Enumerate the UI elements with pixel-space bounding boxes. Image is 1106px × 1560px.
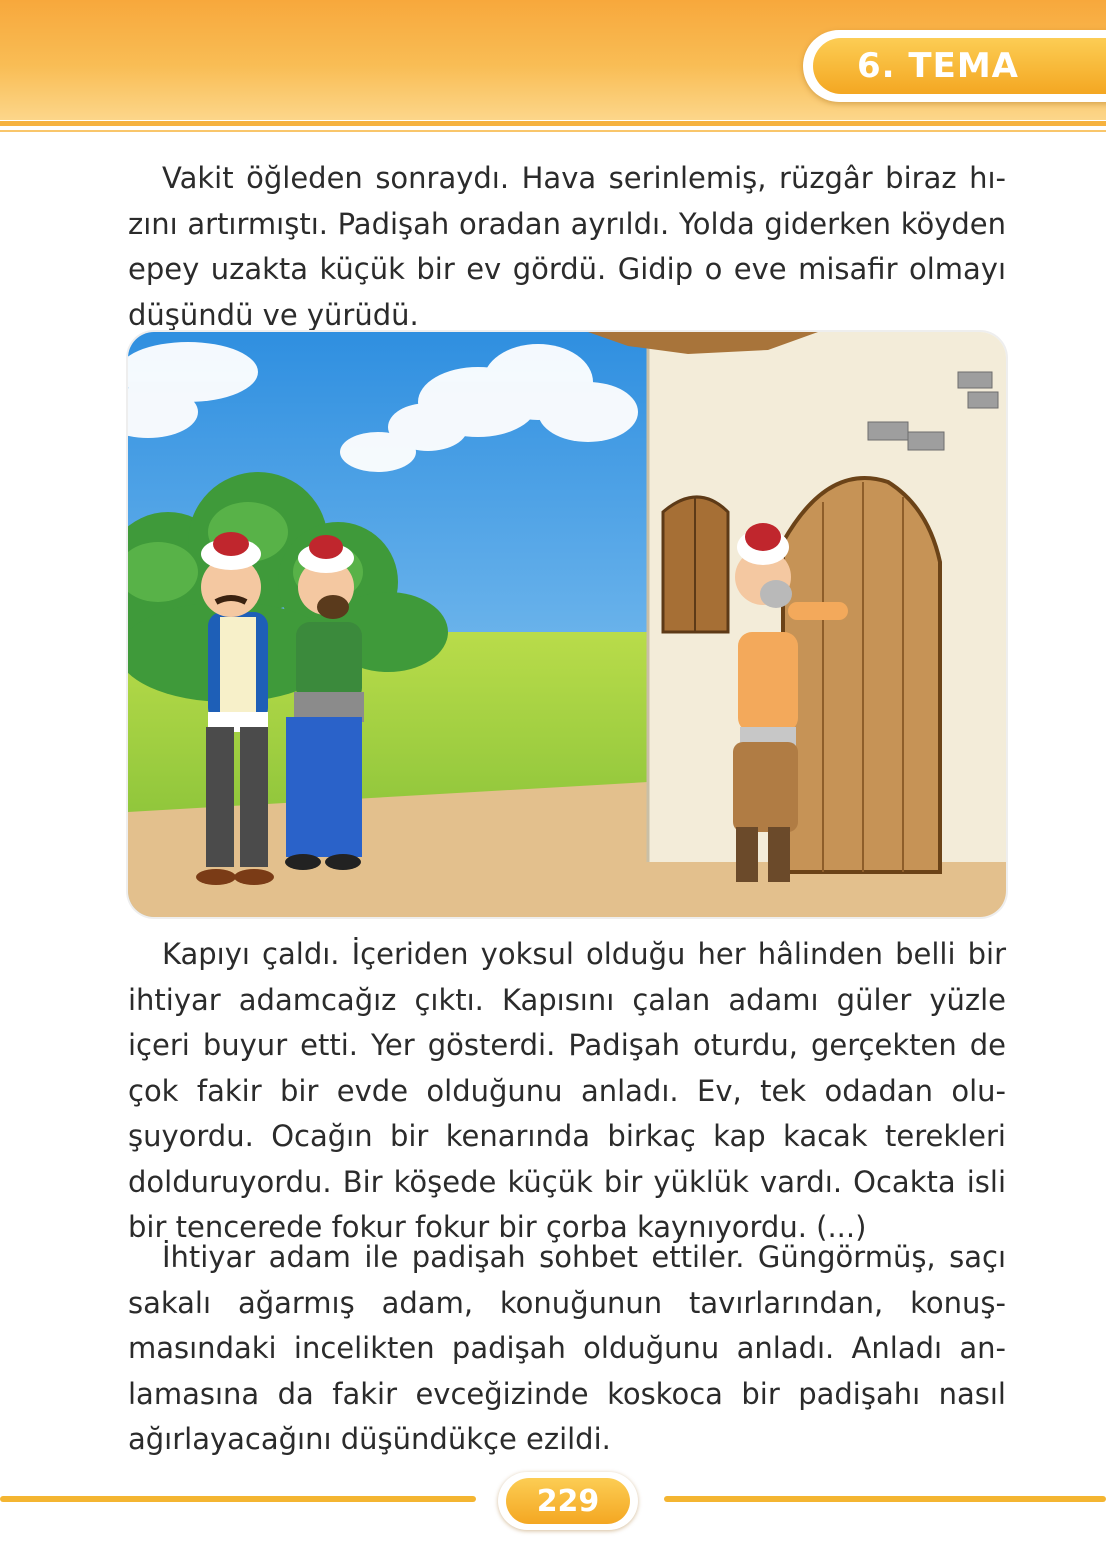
footer-rule-left — [0, 1496, 476, 1502]
story-paragraph-1: Vakit öğleden sonraydı. Hava serinlemiş, rüzgâr biraz hızını artırmıştı. Padişah oradan ayrıldı. Yolda giderken köyden epey uzakta küçük bir ev gördü. Gidip o eve misafir olmayı düşündü ve yürüdü. — [128, 161, 1006, 332]
illustration-svg — [128, 332, 1006, 917]
wooden-door — [783, 478, 940, 872]
footer-rule-right — [664, 1496, 1106, 1502]
page-number-badge — [506, 1478, 630, 1524]
story-paragraph-2: Kapıyı çaldı. İçeriden yoksul olduğu her hâlinden belli bir ihtiyar adamcağız çıktı. Kapısını çalan adamı güler yüzle içeri buyur etti. Yer gösterdi. Padişah oturdu, gerçekten de çok fakir bir evde olduğunu anladı. Ev, tek odadan oluşuyordu. Ocağın bir kenarında birkaç kap kacak terekleri dolduruyordu. Bir köşede küçük bir yüklük vardı. Ocakta isli bir tencerede fokur fokur bir çorba kaynıyordu. (...) — [128, 937, 1006, 1244]
header-rule-thin — [0, 130, 1106, 132]
story-illustration — [128, 332, 1006, 917]
page-number: 229 — [536, 1483, 600, 1519]
tema-label: 6. TEMA — [857, 46, 1019, 86]
tema-badge — [813, 38, 1106, 94]
header-rule — [0, 121, 1106, 126]
story-paragraph-3: İhtiyar adam ile padişah sohbet ettiler. Güngörmüş, saçı sakalı ağarmış adam, konuğunun tavırlarından, konuşmasındaki incelikten padişah olduğunu anladı. Anladı anlamasına da fakir evceğizinde koskoca bir padişahı nasıl ağırlayacağını düşündükçe ezildi. — [128, 1240, 1006, 1456]
